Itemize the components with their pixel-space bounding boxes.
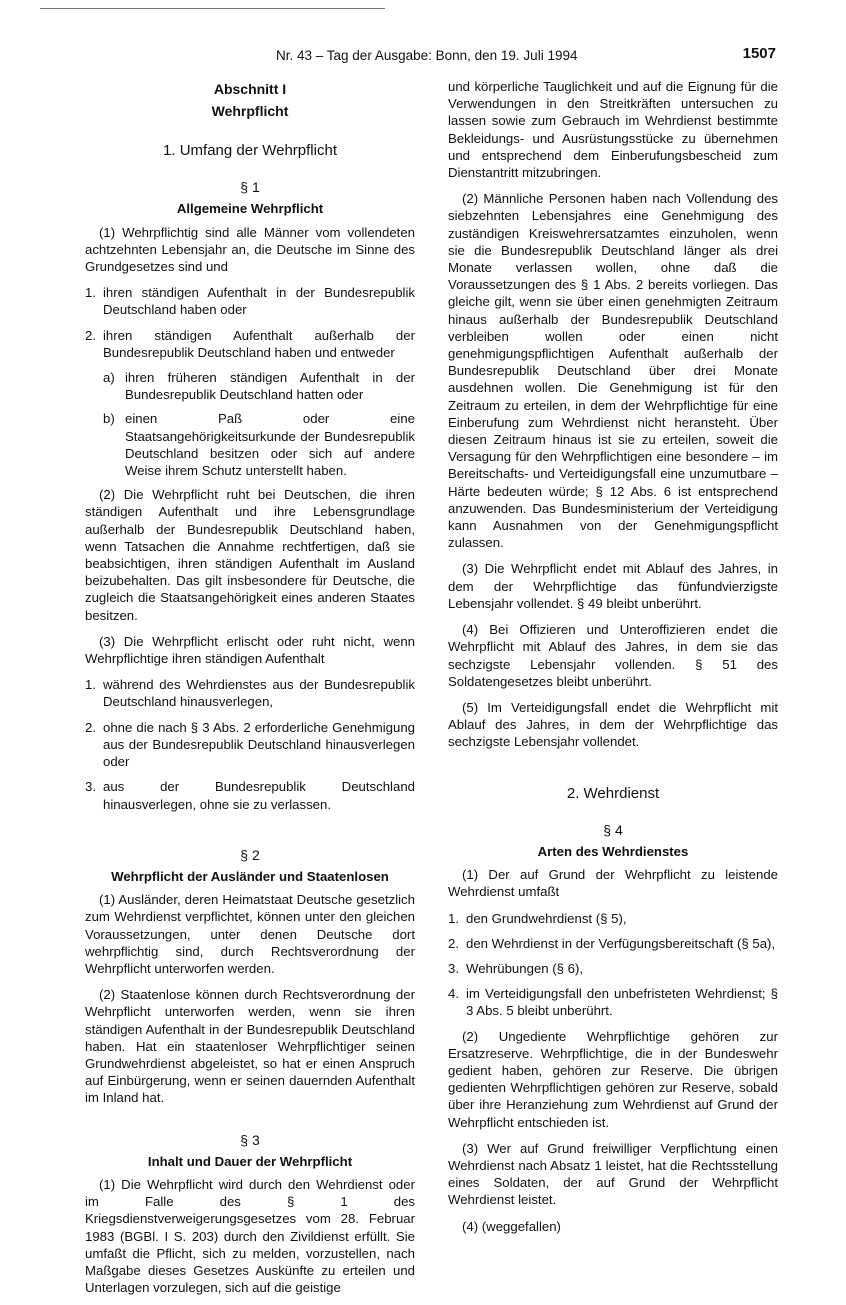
list-text: aus der Bundesrepublik Deutschland hinausverlegen, ohne sie zu verlassen. <box>103 779 415 812</box>
list-item <box>448 935 778 952</box>
paragraph-text: (2) Männliche Personen haben nach Vollendung des siebzehnten Lebensjahres eine Genehmigung des zuständigen Kreiswehrersatzamtes einzuholen, wenn sie die Bundesrepublik Deutschland länger als drei Monate verlassen wollen, ohne daß die Voraussetzungen des § 1 Abs. 2 bereits vorliegen. Das gleiche gilt, wenn sie über einen genehmigten Zeitraum hinaus außerhalb der Bundesrepublik Deutschland verbleiben wollen oder einen nicht genehmigungspflichtigen Aufenthalt außerhalb der Bundesrepublik Deutschland über drei Monate ausdehnen wollen. Die Genehmigung ist für den Zeitraum zu erteilen, in dem der Wehrpflichtige für eine Einberufung zum Wehrdienst nicht heransteht. Über diesen Zeitraum hinaus ist sie zu erteilen, soweit die Versagung für den Wehrpflichtigen eine besondere – im Bereitschafts- und Verteidigungsfall eine unzumutbare – Härte bedeuten würde; § 12 Abs. 6 ist entsprechend anzuwenden. Das Bundesministerium der Verteidigung kann Ausnahmen von der Genehmigungspflicht zulassen. <box>448 191 778 551</box>
list-number: 4. <box>448 986 459 1002</box>
list-item <box>85 284 415 318</box>
paragraph-text: (2) Ungediente Wehrpflichtige gehören zur Ersatzreserve. Wehrpflichtige, die in der Bundeswehr gedient haben, gehören zur Reserve. Die übrigen gedienten Wehrpflichtigen gehören zur Reserve, sobald über ihre Heranziehung zum Wehrdienst auf Grund der Wehrpflicht entschieden ist. <box>448 1028 778 1130</box>
paragraph-heading: Wehrpflicht der Ausländer und Staatenlosen <box>111 868 389 884</box>
list-text: ohne die nach § 3 Abs. 2 erforderliche Genehmigung aus der Bundesrepublik Deutschland hinausverlegen oder <box>103 719 415 770</box>
list-item <box>85 327 415 361</box>
list-item <box>448 960 778 977</box>
list-number: 2. <box>85 719 96 735</box>
section-title: 1. Umfang der Wehrpflicht <box>163 142 337 159</box>
sub-list-item <box>103 410 415 479</box>
page-header <box>80 47 780 67</box>
right-column <box>448 78 778 1244</box>
sub-list-letter: a) <box>103 370 115 386</box>
list-text: Wehrübungen (§ 6), <box>466 960 584 976</box>
top-rule <box>40 8 385 9</box>
list-number: 2. <box>85 327 96 343</box>
paragraph-text: (1) Die Wehrpflicht wird durch den Wehrdienst oder im Falle des § 1 des Kriegsdienstverweigerungsgesetzes vom 28. Februar 1983 (BGBl. I S. 203) durch den Zivildienst erfüllt. Sie umfaßt die Pflicht, sich zu melden, vorzustellen, nach Maßgabe dieses Gesetzes Auskünfte zu erteilen und Unterlagen vorzulegen, sich auf die geistige <box>85 1176 415 1296</box>
paragraph-heading: Arten des Wehrdienstes <box>537 843 689 859</box>
paragraph-heading: Allgemeine Wehrpflicht <box>176 201 324 217</box>
chapter-title: Wehrpflicht <box>211 103 289 119</box>
paragraph-heading: Inhalt und Dauer der Wehrpflicht <box>147 1153 353 1169</box>
section-title: 2. Wehrdienst <box>566 784 660 802</box>
list-item <box>448 910 778 927</box>
sub-list-text: ihren früheren ständigen Aufenthalt in der Bundesrepublik Deutschland hatten oder <box>125 370 415 403</box>
list-number: 3. <box>85 779 96 795</box>
paragraph-text: und körperliche Tauglichkeit und auf die Eignung für die Verwendungen in den Streitkräften untersuchen zu lassen sowie zum Gebrauch im Wehrdienst bestimmte Bekleidungs- und Ausrüstungsstücke zu übernehmen und entsprechend dem Einberufungsbescheid zum Dienstantritt mitzubringen. <box>448 79 778 181</box>
list-number: 2. <box>448 935 459 951</box>
paragraph-text: (4) (weggefallen) <box>462 1218 561 1234</box>
list-item <box>85 778 415 812</box>
paragraph-text: (4) Bei Offizieren und Unteroffizieren endet die Wehrpflicht mit Ablauf des Jahres, in dem sie das sechzigste Lebensjahr vollenden. § 51 des Soldatengesetzes bleibt unberührt. <box>448 622 778 689</box>
list-text: während des Wehrdienstes aus der Bundesrepublik Deutschland hinausverlegen, <box>103 677 415 710</box>
paragraph-text: (1) Der auf Grund der Wehrpflicht zu leistende Wehrdienst umfaßt <box>448 867 778 900</box>
paragraph-text: (2) Staatenlose können durch Rechtsverordnung der Wehrpflicht unterworfen werden, wenn sie ihren ständigen Aufenthalt in der Bundesrepublik Deutschland haben. Hat ein staatenloser Wehrpflichtiger seinen Grundwehrdienst abgeleistet, so hat er einen Anspruch auf Einbürgerung, wenn er seinen dauernden Aufenthalt im Inland hat. <box>85 987 415 1106</box>
paragraph-text: (2) Die Wehrpflicht ruht bei Deutschen, die ihren ständigen Aufenthalt und ihre Lebensgrundlage außerhalb der Bundesrepublik Deutschland haben, wenn Tatsachen die Annahme rechtfertigen, daß sie beabsichtigen, ihren ständigen Aufenthalt im Ausland beizubehalten. Das gilt insbesondere für Deutsche, die zugleich die Staatsangehörigkeit eines anderen Staates besitzen. <box>85 487 415 623</box>
list-item <box>85 719 415 771</box>
sub-list-text: einen Paß oder eine Staatsangehörigkeitsurkunde der Bundesrepublik Deutschland besitzen oder sich auf andere Weise ihrem Schutz unterstellt haben. <box>125 411 415 479</box>
page-number: 1507 <box>742 45 776 62</box>
sub-list-item <box>103 369 415 403</box>
left-column <box>85 78 415 1305</box>
chapter-label: Abschnitt I <box>213 81 287 97</box>
sub-list-letter: b) <box>103 411 115 427</box>
list-number: 1. <box>85 677 96 693</box>
paragraph-text: (1) Ausländer, deren Heimatstaat Deutsche gesetzlich zum Wehrdienst verpflichtet, können unter den gleichen Voraussetzungen, unter denen Deutsche dort wehrpflichtig sind, durch Rechtsverordnung der Wehrpflicht unterworfen werden. <box>85 892 415 976</box>
paragraph-text: (3) Die Wehrpflicht endet mit Ablauf des Jahres, in dem der Wehrpflichtige das fünfundvierzigste Lebensjahr vollendet. § 49 bleibt unberührt. <box>448 561 778 611</box>
list-item <box>448 985 778 1019</box>
paragraph-text: (1) Wehrpflichtig sind alle Männer vom vollendeten achtzehnten Lebensjahr an, die Deutsche im Sinne des Grundgesetzes sind und <box>85 224 415 275</box>
list-text: den Grundwehrdienst (§ 5), <box>466 910 627 926</box>
paragraph-text: (5) Im Verteidigungsfall endet die Wehrpflicht mit Ablauf des Jahres, in dem der Wehrpflichtige das sechzigste Lebensjahr vollendet. <box>448 699 778 750</box>
paragraph-text: (3) Die Wehrpflicht erlischt oder ruht nicht, wenn Wehrpflichtige ihren ständigen Aufenthalt <box>85 633 415 667</box>
list-item <box>85 676 415 710</box>
list-number: 1. <box>85 285 96 301</box>
list-text: ihren ständigen Aufenthalt außerhalb der Bundesrepublik Deutschland haben und entweder <box>103 327 415 360</box>
list-text: ihren ständigen Aufenthalt in der Bundesrepublik Deutschland haben oder <box>103 285 415 318</box>
list-text: im Verteidigungsfall den unbefristeten Wehrdienst; § 3 Abs. 5 bleibt unberührt. <box>466 986 778 1019</box>
paragraph-text: (3) Wer auf Grund freiwilliger Verpflichtung einen Wehrdienst nach Absatz 1 leistet, hat die Rechtsstellung eines Soldaten, der auf Grund der Wehrpflicht Wehrdienst leistet. <box>448 1140 778 1208</box>
paragraph-symbol: § 2 <box>240 846 260 863</box>
issue-title: Nr. 43 – Tag der Ausgabe: Bonn, den 19. Juli 1994 <box>276 48 578 63</box>
paragraph-symbol: § 4 <box>603 821 623 838</box>
list-number: 3. <box>448 960 459 976</box>
list-text: den Wehrdienst in der Verfügungsbereitschaft (§ 5a), <box>466 935 776 951</box>
paragraph-symbol: § 1 <box>240 179 260 196</box>
paragraph-symbol: § 3 <box>240 1131 260 1148</box>
list-number: 1. <box>448 910 459 926</box>
